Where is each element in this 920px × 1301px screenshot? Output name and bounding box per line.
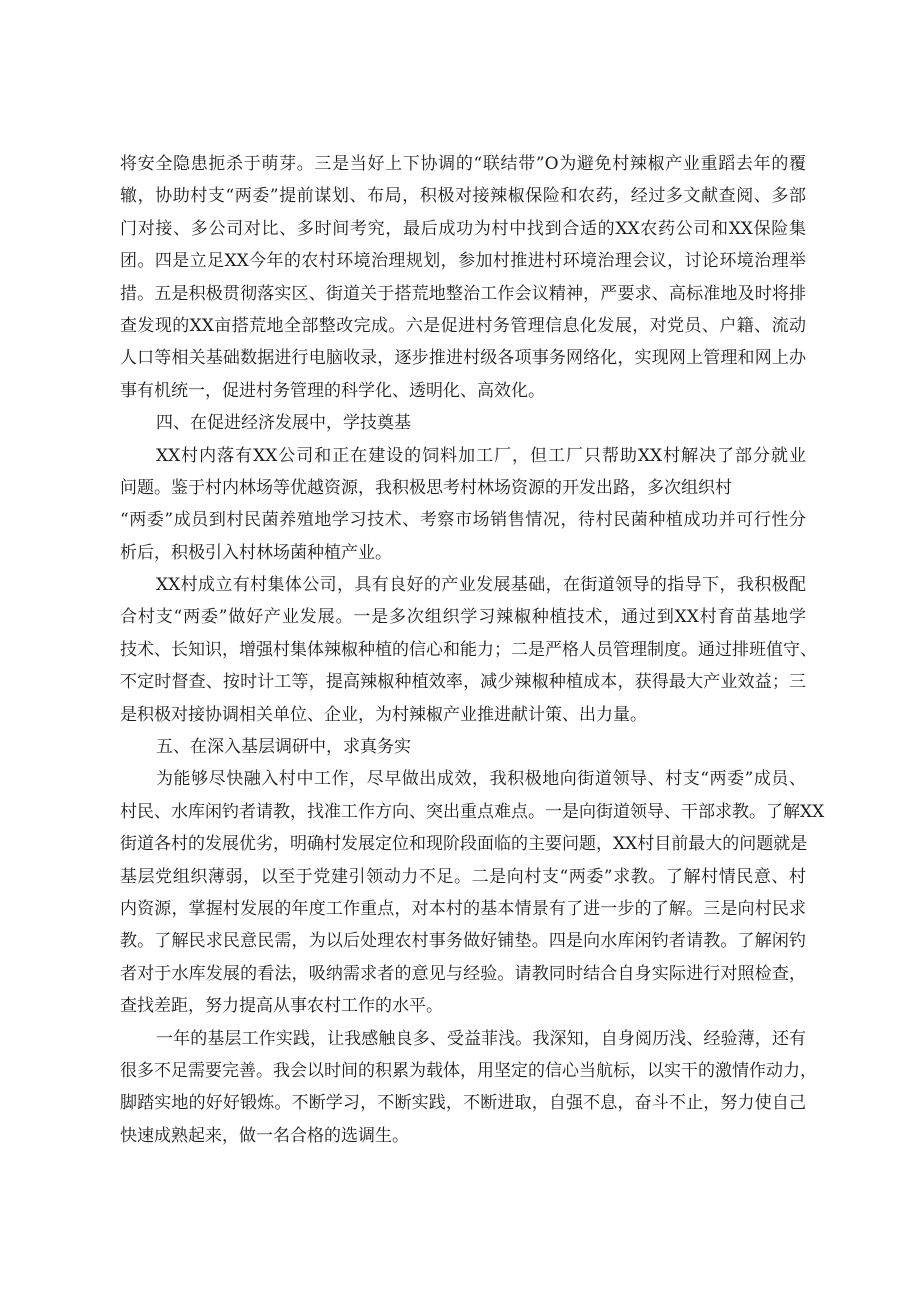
text-line: 为能够尽快融入村中工作，尽早做出成效，我积极地向街道领导、村支“两委”成员、 [156, 769, 806, 790]
section-heading: 五、在深入基层调研中，求真务实 [156, 737, 411, 758]
document-body [120, 148, 825, 1152]
text-line: 合村支“两委”做好产业发展。一是多次组织学习辣椒种植技术，通过到XX村育苗基地学 [120, 607, 806, 628]
text-line: XX村成立有村集体公司，具有良好的产业发展基础，在街道领导的指导下，我积极配 [156, 575, 806, 596]
text-line: 一年的基层工作实践，让我感触良多、受益菲浅。我深知，自身阅历浅、经验薄，还有 [156, 1028, 806, 1049]
text-line: 人口等相关基础数据进行电脑收录，逐步推进村级各项事务网络化，实现网上管理和网上办 [120, 348, 806, 369]
text-line: 团。四是立足XX今年的农村环境治理规划，参加村推进村环境治理会议，讨论环境治理举 [120, 251, 806, 272]
text-line: 辙，协助村支“两委”提前谋划、布局，积极对接辣椒保险和农药，经过多文献查阅、多部 [120, 186, 806, 207]
text-line: 查找差距，努力提高从事农村工作的水平。 [120, 996, 443, 1017]
text-line: 基层党组织薄弱，以至于党建引领动力不足。二是向村支“两委”求教。了解村情民意、村 [120, 866, 806, 887]
text-line: 教。了解民求民意民需，为以后处理农村事务做好铺垫。四是向水库闲钓者请教。了解闲钓 [120, 931, 806, 952]
text-line: “两委”成员到村民菌养殖地学习技术、考察市场销售情况，待村民菌种植成功并可行性分 [120, 510, 806, 531]
text-line: 问题。鉴于村内林场等优越资源，我积极思考村林场资源的开发出路，多次组织村 [120, 477, 732, 498]
text-line: 内资源，掌握村发展的年度工作重点，对本村的基本情景有了进一步的了解。三是向村民求 [120, 898, 806, 919]
text-line: 街道各村的发展优劣，明确村发展定位和现阶段面临的主要问题，XX村目前最大的问题就是 [120, 834, 808, 855]
text-line: 技术、长知识，增强村集体辣椒种植的信心和能力；二是严格人员管理制度。通过排班值守、 [120, 639, 817, 660]
text-line: 事有机统一，促进村务管理的科学化、透明化、高效化。 [120, 380, 545, 401]
text-line: 是积极对接协调相关单位、企业，为村辣椒产业推进献计策、出力量。 [120, 704, 647, 725]
text-line: 脚踏实地的好好锻炼。不断学习，不断实践，不断进取，自强不息，奋斗不止，努力使自己 [120, 1093, 806, 1114]
text-line: 村民、水库闲钓者请教，找准工作方向、突出重点难点。一是向街道领导、干部求教。了解XX [120, 801, 825, 822]
text-line: 将安全隐患扼杀于萌芽。三是当好上下协调的“联结带”O为避免村辣椒产业重蹈去年的覆 [120, 154, 806, 174]
text-line: 门对接、多公司对比、多时间考究，最后成功为村中找到合适的XX农药公司和XX保险集 [120, 218, 806, 239]
text-line: 快速成熟起来，做一名合格的选调生。 [120, 1125, 409, 1146]
text-line: 不定时督查、按时计工等，提高辣椒种植效率，减少辣椒种植成本，获得最大产业效益；三 [120, 672, 806, 693]
text-line: XX村内落有XX公司和正在建设的饲料加工厂，但工厂只帮助XX村解决了部分就业 [156, 445, 806, 466]
text-line: 查发现的XX亩搭荒地全部整改完成。六是促进村务管理信息化发展，对党员、户籍、流动 [120, 315, 806, 336]
text-line: 措。五是积极贯彻落实区、街道关于搭荒地整治工作会议精神，严要求、高标准地及时将排 [120, 283, 806, 304]
section-heading: 四、在促进经济发展中，学技奠基 [156, 413, 411, 434]
text-line: 者对于水库发展的看法，吸纳需求者的意见与经验。请教同时结合自身实际进行对照检查， [120, 963, 806, 984]
text-line: 析后，积极引入村林场菌种植产业。 [120, 542, 392, 563]
text-line: 很多不足需要完善。我会以时间的积累为载体，用坚定的信心当航标，以实干的激情作动力， [120, 1060, 817, 1081]
